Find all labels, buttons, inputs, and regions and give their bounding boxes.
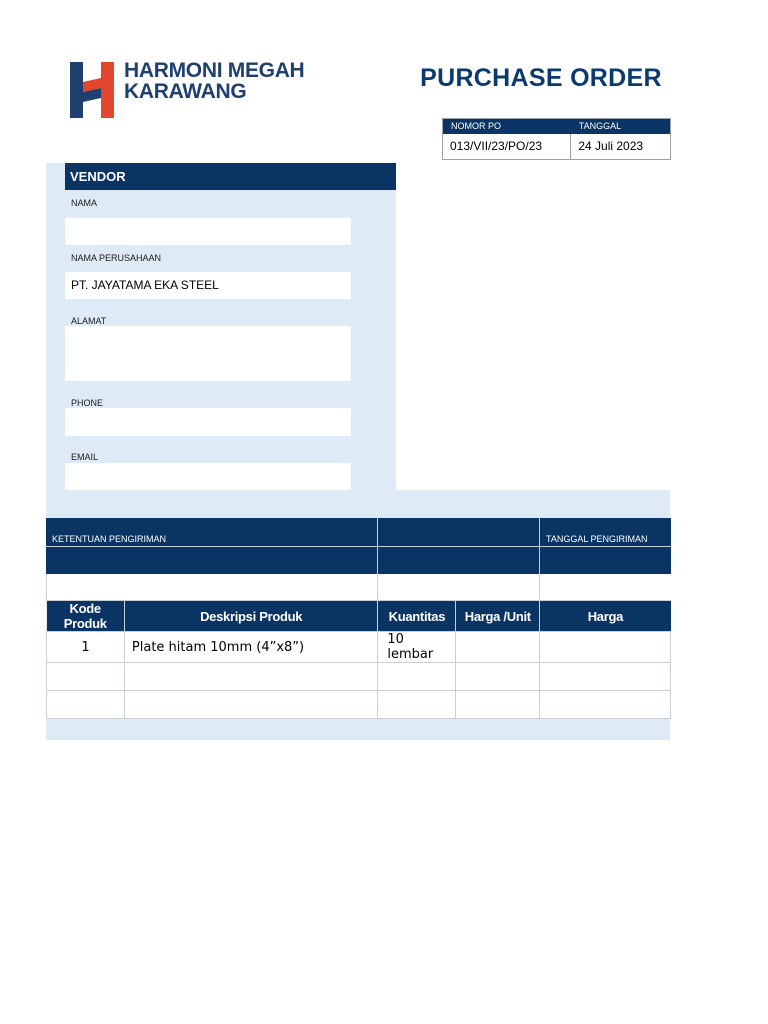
po-date-value[interactable]: 24 Juli 2023 — [578, 139, 644, 153]
shipping-date-label: TANGGAL PENGIRIMAN — [546, 534, 648, 544]
product-quantity-cell[interactable] — [378, 663, 456, 691]
col-header-kode: Kode Produk — [47, 601, 125, 632]
products-table — [46, 601, 671, 719]
shipping-terms-field[interactable] — [47, 574, 378, 600]
product-description-cell[interactable]: Plate hitam 10mm (4”x8”) — [124, 632, 378, 663]
logo-line-1: HARMONI MEGAH — [124, 59, 305, 82]
shipping-date-field[interactable] — [540, 574, 671, 600]
vendor-phone-label: PHONE — [71, 398, 104, 408]
page-title: PURCHASE ORDER — [420, 64, 662, 92]
vendor-email-field[interactable] — [65, 463, 351, 490]
po-number-value[interactable]: 013/VII/23/PO/23 — [443, 134, 571, 159]
product-price-cell[interactable] — [540, 691, 671, 719]
vendor-heading: VENDOR — [65, 163, 396, 190]
shipping-header-row — [46, 518, 671, 546]
product-description-cell[interactable] — [124, 691, 378, 719]
po-number-label: NOMOR PO — [451, 121, 502, 131]
vendor-name-field[interactable] — [65, 218, 351, 245]
company-logo-text — [124, 60, 304, 102]
table-row — [47, 663, 671, 691]
col-header-harga-unit: Harga /Unit — [456, 601, 540, 632]
company-logo-icon — [70, 62, 114, 118]
product-code-cell[interactable] — [47, 691, 125, 719]
po-info-values — [443, 134, 670, 159]
shipping-header-cell — [46, 547, 378, 574]
product-price-cell[interactable] — [540, 632, 671, 663]
product-price-cell[interactable] — [540, 663, 671, 691]
product-unit-price-cell[interactable] — [456, 632, 540, 663]
product-unit-price-cell[interactable] — [456, 663, 540, 691]
vendor-name-label: NAMA — [71, 198, 98, 208]
shipping-values-row — [46, 574, 671, 601]
product-code-cell[interactable] — [47, 663, 125, 691]
shipping-terms-label: KETENTUAN PENGIRIMAN — [46, 518, 378, 546]
shipping-header-cell — [378, 547, 540, 574]
product-unit-price-cell[interactable] — [456, 691, 540, 719]
shipping-middle-field[interactable] — [378, 574, 540, 600]
product-description-cell[interactable] — [124, 663, 378, 691]
vendor-address-field[interactable] — [65, 326, 351, 381]
vendor-phone-field[interactable] — [65, 408, 351, 436]
product-quantity-cell[interactable]: 10 lembar — [378, 632, 456, 663]
vendor-company-field[interactable]: PT. JAYATAMA EKA STEEL — [65, 272, 351, 299]
shipping-header-row-2 — [46, 546, 671, 574]
table-row — [47, 691, 671, 719]
logo-line-2: KARAWANG — [124, 80, 247, 103]
product-quantity-cell[interactable] — [378, 691, 456, 719]
shipping-middle-label — [378, 518, 540, 546]
table-row — [47, 632, 671, 663]
vendor-company-label: NAMA PERUSAHAAN — [71, 253, 162, 263]
shipping-header-cell — [540, 547, 671, 574]
vendor-address-label: ALAMAT — [71, 316, 107, 326]
col-header-kuantitas: Kuantitas — [378, 601, 456, 632]
po-info-table — [442, 118, 671, 160]
col-header-harga: Harga — [540, 601, 671, 632]
product-code-cell[interactable]: 1 — [47, 632, 125, 663]
col-header-deskripsi: Deskripsi Produk — [124, 601, 378, 632]
vendor-email-label: EMAIL — [71, 452, 99, 462]
po-date-label: TANGGAL — [578, 121, 622, 131]
po-info-header — [443, 119, 670, 134]
products-header-row — [47, 601, 671, 632]
